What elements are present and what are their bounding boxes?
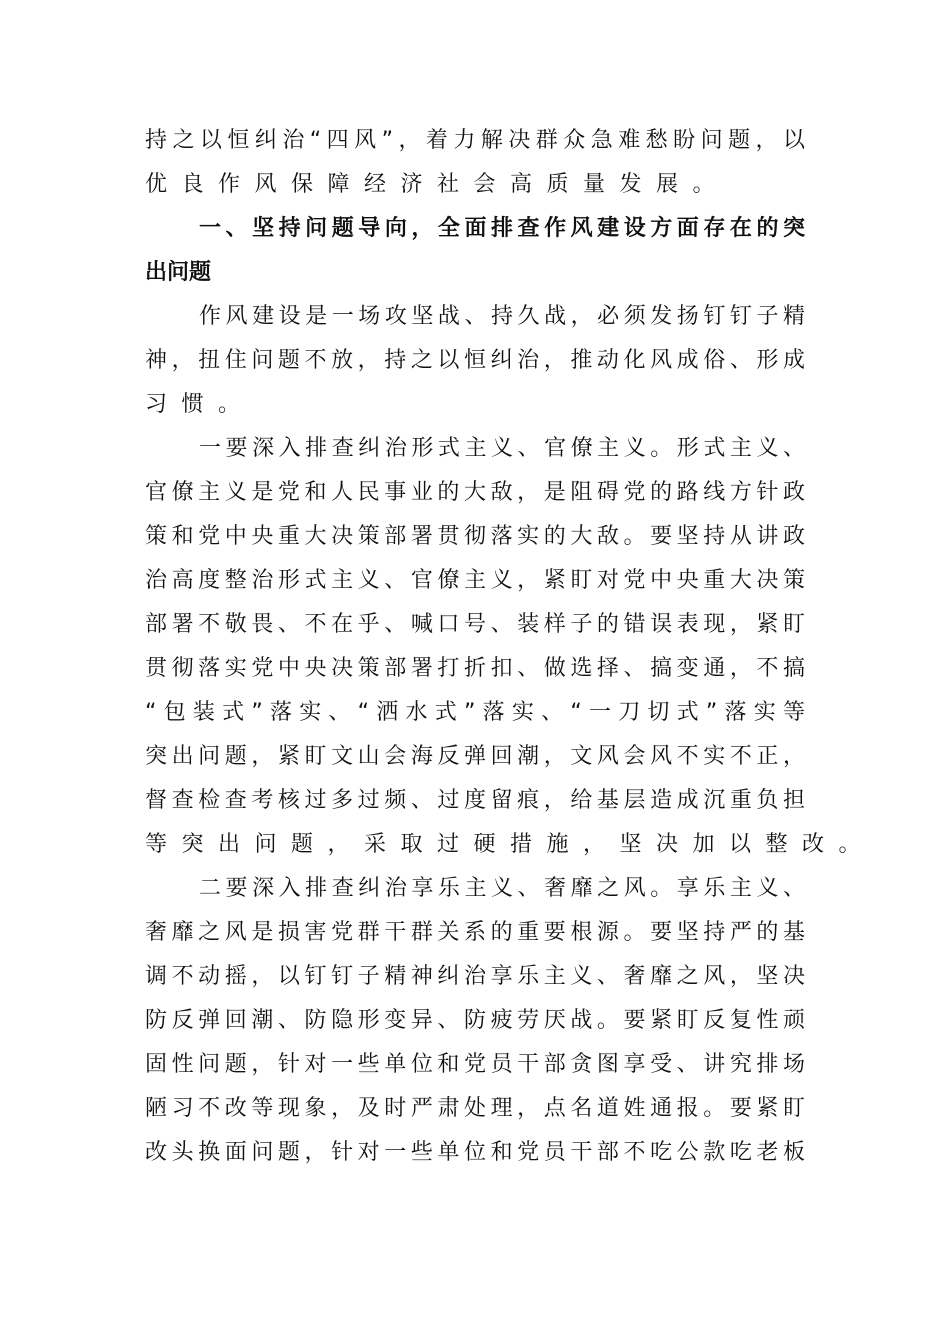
text-line: 官僚主义是党和人民事业的大敌，是阻碍党的路线方针政 [145,480,805,505]
text-line: 治高度整治形式主义、官僚主义，紧盯对党中央重大决策 [145,568,805,593]
document-page [145,119,876,1175]
text-line: 奢靡之风是损害党群干群关系的重要根源。要坚持严的基 [145,920,805,945]
text-line: 部署不敬畏、不在乎、喊口号、装样子的错误表现，紧盯 [145,612,805,637]
text-line: 突出问题，紧盯文山会海反弹回潮，文风会风不实不正， [145,744,805,769]
text-line: 神，扭住问题不放，持之以恒纠治，推动化风成俗、形成 [145,348,805,373]
text-line: 改头换面问题，针对一些单位和党员干部不吃公款吃老板 [145,1140,805,1165]
text-line: 固性问题，针对一些单位和党员干部贪图享受、讲究排场 [145,1052,805,1077]
text-line: 二要深入排查纠治享乐主义、奢靡之风。享乐主义、 [199,876,805,901]
text-line: 贯彻落实党中央决策部署打折扣、做选择、搞变通，不搞 [145,656,805,681]
heading-line: 出问题 [145,260,212,285]
text-line: 一要深入排查纠治形式主义、官僚主义。形式主义、 [199,436,805,461]
text-line: “包装式”落实、“洒水式”落实、“一刀切式”落实等 [145,700,805,725]
text-line: 策和党中央重大决策部署贯彻落实的大敌。要坚持从讲政 [145,524,805,549]
text-line: 作风建设是一场攻坚战、持久战，必须发扬钉钉子精 [199,304,805,329]
text-line: 调不动摇，以钉钉子精神纠治享乐主义、奢靡之风，坚决 [145,964,805,989]
paragraph-formalism [145,427,876,867]
paragraph-style-building [145,295,805,427]
text-line: 习惯。 [145,392,255,417]
text-line: 持之以恒纠治“四风”，着力解决群众急难愁盼问题，以 [145,128,805,153]
text-line: 陋习不改等现象，及时严肃处理，点名道姓通报。要紧盯 [145,1096,805,1121]
heading-line: 一、坚持问题导向，全面排查作风建设方面存在的突 [199,216,805,241]
text-line: 督查检查考核过多过频、过度留痕，给基层造成沉重负担 [145,788,805,813]
paragraph-hedonism [145,867,805,1175]
text-line: 等突出问题，采取过硬措施，坚决加以整改。 [145,832,876,857]
text-line: 优良作风保障经济社会高质量发展。 [145,172,730,197]
text-line: 防反弹回潮、防隐形变异、防疲劳厌战。要紧盯反复性顽 [145,1008,805,1033]
section-heading [145,207,805,295]
